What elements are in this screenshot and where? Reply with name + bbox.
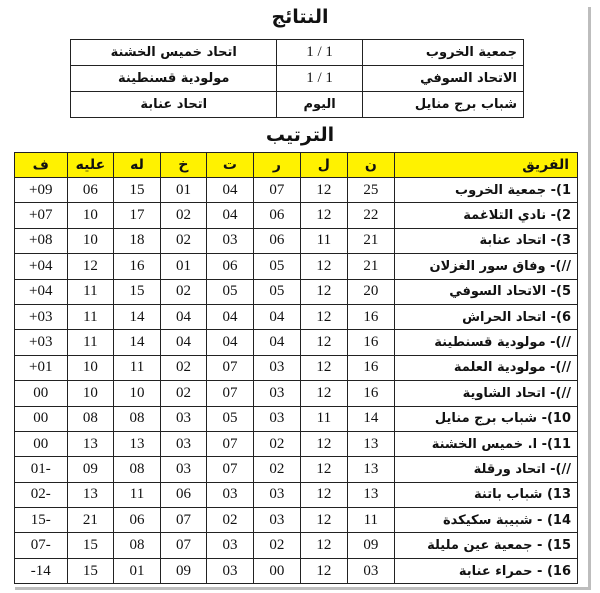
goal-difference: 00 <box>15 431 68 456</box>
team-name: 14) - شبيبة سكيكدة <box>395 508 578 533</box>
goals-for: 08 <box>114 533 160 558</box>
goals-for: 08 <box>114 406 160 431</box>
team-name: 15) - جمعية عين مليلة <box>395 533 578 558</box>
goal-difference: +09 <box>15 178 68 203</box>
points: 03 <box>347 558 394 583</box>
goals-against: 10 <box>67 355 114 380</box>
table-row <box>15 406 578 431</box>
played: 12 <box>301 304 347 329</box>
won: 03 <box>253 482 300 507</box>
goals-against: 10 <box>67 381 114 406</box>
drawn: 07 <box>207 431 253 456</box>
played: 12 <box>301 178 347 203</box>
lost: 07 <box>160 508 206 533</box>
team-name: 3)- اتحاد عنابة <box>395 228 578 253</box>
goals-for: 17 <box>114 203 160 228</box>
goals-for: 15 <box>114 178 160 203</box>
played: 12 <box>301 482 347 507</box>
played: 12 <box>301 355 347 380</box>
drawn: 03 <box>207 482 253 507</box>
goals-for: 14 <box>114 304 160 329</box>
drawn: 04 <box>207 304 253 329</box>
points: 16 <box>347 330 394 355</box>
points: 22 <box>347 203 394 228</box>
goals-against: 06 <box>67 178 114 203</box>
match-score: 1 / 1 <box>277 40 362 66</box>
lost: 03 <box>160 406 206 431</box>
played: 12 <box>301 330 347 355</box>
table-row <box>15 533 578 558</box>
goals-against: 11 <box>67 330 114 355</box>
goal-difference: +08 <box>15 228 68 253</box>
results-title: النتائج <box>271 6 329 28</box>
header-goals-against: عليه <box>67 153 114 178</box>
played: 12 <box>301 381 347 406</box>
drawn: 07 <box>207 457 253 482</box>
points: 20 <box>347 279 394 304</box>
team-name: 6)- اتحاد الحراش <box>395 304 578 329</box>
played: 12 <box>301 203 347 228</box>
goals-for: 16 <box>114 254 160 279</box>
drawn: 06 <box>207 254 253 279</box>
goal-difference: 07- <box>15 533 68 558</box>
points: 21 <box>347 254 394 279</box>
goals-against: 08 <box>67 406 114 431</box>
goals-for: 08 <box>114 457 160 482</box>
standings-header-row <box>15 153 578 178</box>
header-team: الفريق <box>395 153 578 178</box>
points: 09 <box>347 533 394 558</box>
lost: 01 <box>160 254 206 279</box>
won: 02 <box>253 533 300 558</box>
won: 02 <box>253 431 300 456</box>
goal-difference: +04 <box>15 279 68 304</box>
goals-against: 10 <box>67 203 114 228</box>
team-name: //)- اتحاد ورقلة <box>395 457 578 482</box>
won: 02 <box>253 457 300 482</box>
lost: 03 <box>160 457 206 482</box>
team-name: 1)- جمعية الخروب <box>395 178 578 203</box>
lost: 02 <box>160 381 206 406</box>
won: 03 <box>253 355 300 380</box>
points: 16 <box>347 304 394 329</box>
drawn: 07 <box>207 381 253 406</box>
home-team: الاتحاد السوفي <box>362 66 523 92</box>
team-name: //)- مولودية قسنطينة <box>395 330 578 355</box>
goals-against: 11 <box>67 279 114 304</box>
table-row <box>15 508 578 533</box>
header-goals-for: له <box>114 153 160 178</box>
lost: 02 <box>160 355 206 380</box>
lost: 06 <box>160 482 206 507</box>
team-name: 13) شباب باتنة <box>395 482 578 507</box>
team-name: 2)- نادي التلاغمة <box>395 203 578 228</box>
lost: 02 <box>160 279 206 304</box>
points: 21 <box>347 228 394 253</box>
away-team: مولودية قسنطينة <box>71 66 277 92</box>
goal-difference: +07 <box>15 203 68 228</box>
goal-difference: -14 <box>15 558 68 583</box>
points: 13 <box>347 482 394 507</box>
goals-against: 13 <box>67 482 114 507</box>
lost: 01 <box>160 178 206 203</box>
standings-title: الترتيب <box>265 124 335 146</box>
points: 16 <box>347 355 394 380</box>
result-row <box>71 40 524 66</box>
goal-difference: +01 <box>15 355 68 380</box>
header-drawn: ت <box>207 153 253 178</box>
goals-for: 01 <box>114 558 160 583</box>
table-row <box>15 457 578 482</box>
team-name: 11)- ا. خميس الخشنة <box>395 431 578 456</box>
played: 12 <box>301 254 347 279</box>
standings-table <box>14 152 578 584</box>
played: 12 <box>301 279 347 304</box>
won: 06 <box>253 203 300 228</box>
lost: 02 <box>160 228 206 253</box>
lost: 07 <box>160 533 206 558</box>
table-row <box>15 330 578 355</box>
drawn: 04 <box>207 203 253 228</box>
drawn: 04 <box>207 178 253 203</box>
points: 25 <box>347 178 394 203</box>
goals-against: 15 <box>67 558 114 583</box>
table-row <box>15 279 578 304</box>
played: 12 <box>301 533 347 558</box>
drawn: 03 <box>207 558 253 583</box>
goals-for: 10 <box>114 381 160 406</box>
table-row <box>15 431 578 456</box>
table-row <box>15 203 578 228</box>
goals-against: 21 <box>67 508 114 533</box>
home-team: جمعية الخروب <box>362 40 523 66</box>
home-team: شباب برج منايل <box>362 92 523 118</box>
lost: 04 <box>160 330 206 355</box>
goal-difference: 00 <box>15 381 68 406</box>
goal-difference: 00 <box>15 406 68 431</box>
played: 12 <box>301 431 347 456</box>
goals-for: 06 <box>114 508 160 533</box>
goals-against: 15 <box>67 533 114 558</box>
drawn: 03 <box>207 533 253 558</box>
result-row <box>71 92 524 118</box>
table-row <box>15 254 578 279</box>
goal-difference: +04 <box>15 254 68 279</box>
won: 04 <box>253 304 300 329</box>
header-points: ن <box>347 153 394 178</box>
lost: 09 <box>160 558 206 583</box>
won: 07 <box>253 178 300 203</box>
table-row <box>15 178 578 203</box>
goal-difference: +03 <box>15 330 68 355</box>
goal-difference: 01- <box>15 457 68 482</box>
won: 06 <box>253 228 300 253</box>
won: 05 <box>253 254 300 279</box>
won: 04 <box>253 330 300 355</box>
lost: 04 <box>160 304 206 329</box>
goals-against: 13 <box>67 431 114 456</box>
won: 03 <box>253 381 300 406</box>
lost: 02 <box>160 203 206 228</box>
goals-for: 15 <box>114 279 160 304</box>
played: 11 <box>301 406 347 431</box>
points: 11 <box>347 508 394 533</box>
standings-body <box>15 178 578 584</box>
team-name: //)- مولودية العلمة <box>395 355 578 380</box>
won: 03 <box>253 406 300 431</box>
header-won: ر <box>253 153 300 178</box>
away-team: اتحاد خميس الخشنة <box>71 40 277 66</box>
played: 11 <box>301 228 347 253</box>
goal-difference: 02- <box>15 482 68 507</box>
match-score: 1 / 1 <box>277 66 362 92</box>
drawn: 04 <box>207 330 253 355</box>
header-lost: خ <box>160 153 206 178</box>
goal-difference: +03 <box>15 304 68 329</box>
goal-difference: 15- <box>15 508 68 533</box>
goals-against: 11 <box>67 304 114 329</box>
drawn: 05 <box>207 406 253 431</box>
result-row <box>71 66 524 92</box>
lost: 03 <box>160 431 206 456</box>
points: 14 <box>347 406 394 431</box>
table-row <box>15 482 578 507</box>
team-name: //)- وفاق سور الغزلان <box>395 254 578 279</box>
drawn: 05 <box>207 279 253 304</box>
won: 05 <box>253 279 300 304</box>
goals-against: 09 <box>67 457 114 482</box>
away-team: اتحاد عنابة <box>71 92 277 118</box>
results-table <box>70 39 524 118</box>
played: 12 <box>301 558 347 583</box>
table-row <box>15 304 578 329</box>
drawn: 02 <box>207 508 253 533</box>
table-row <box>15 558 578 583</box>
goals-for: 11 <box>114 482 160 507</box>
goals-for: 11 <box>114 355 160 380</box>
goals-for: 14 <box>114 330 160 355</box>
played: 12 <box>301 508 347 533</box>
header-goal-difference: ف <box>15 153 68 178</box>
drawn: 03 <box>207 228 253 253</box>
team-name: 5)- الاتحاد السوفي <box>395 279 578 304</box>
played: 12 <box>301 457 347 482</box>
goals-for: 18 <box>114 228 160 253</box>
table-row <box>15 381 578 406</box>
table-row <box>15 355 578 380</box>
team-name: 10)- شباب برج منايل <box>395 406 578 431</box>
goals-for: 13 <box>114 431 160 456</box>
won: 03 <box>253 508 300 533</box>
team-name: //)- اتحاد الشاوية <box>395 381 578 406</box>
match-score: اليوم <box>277 92 362 118</box>
points: 13 <box>347 457 394 482</box>
points: 16 <box>347 381 394 406</box>
results-sheet <box>12 4 588 587</box>
header-played: ل <box>301 153 347 178</box>
goals-against: 12 <box>67 254 114 279</box>
drawn: 07 <box>207 355 253 380</box>
table-row <box>15 228 578 253</box>
points: 13 <box>347 431 394 456</box>
won: 00 <box>253 558 300 583</box>
goals-against: 10 <box>67 228 114 253</box>
team-name: 16) - حمراء عنابة <box>395 558 578 583</box>
